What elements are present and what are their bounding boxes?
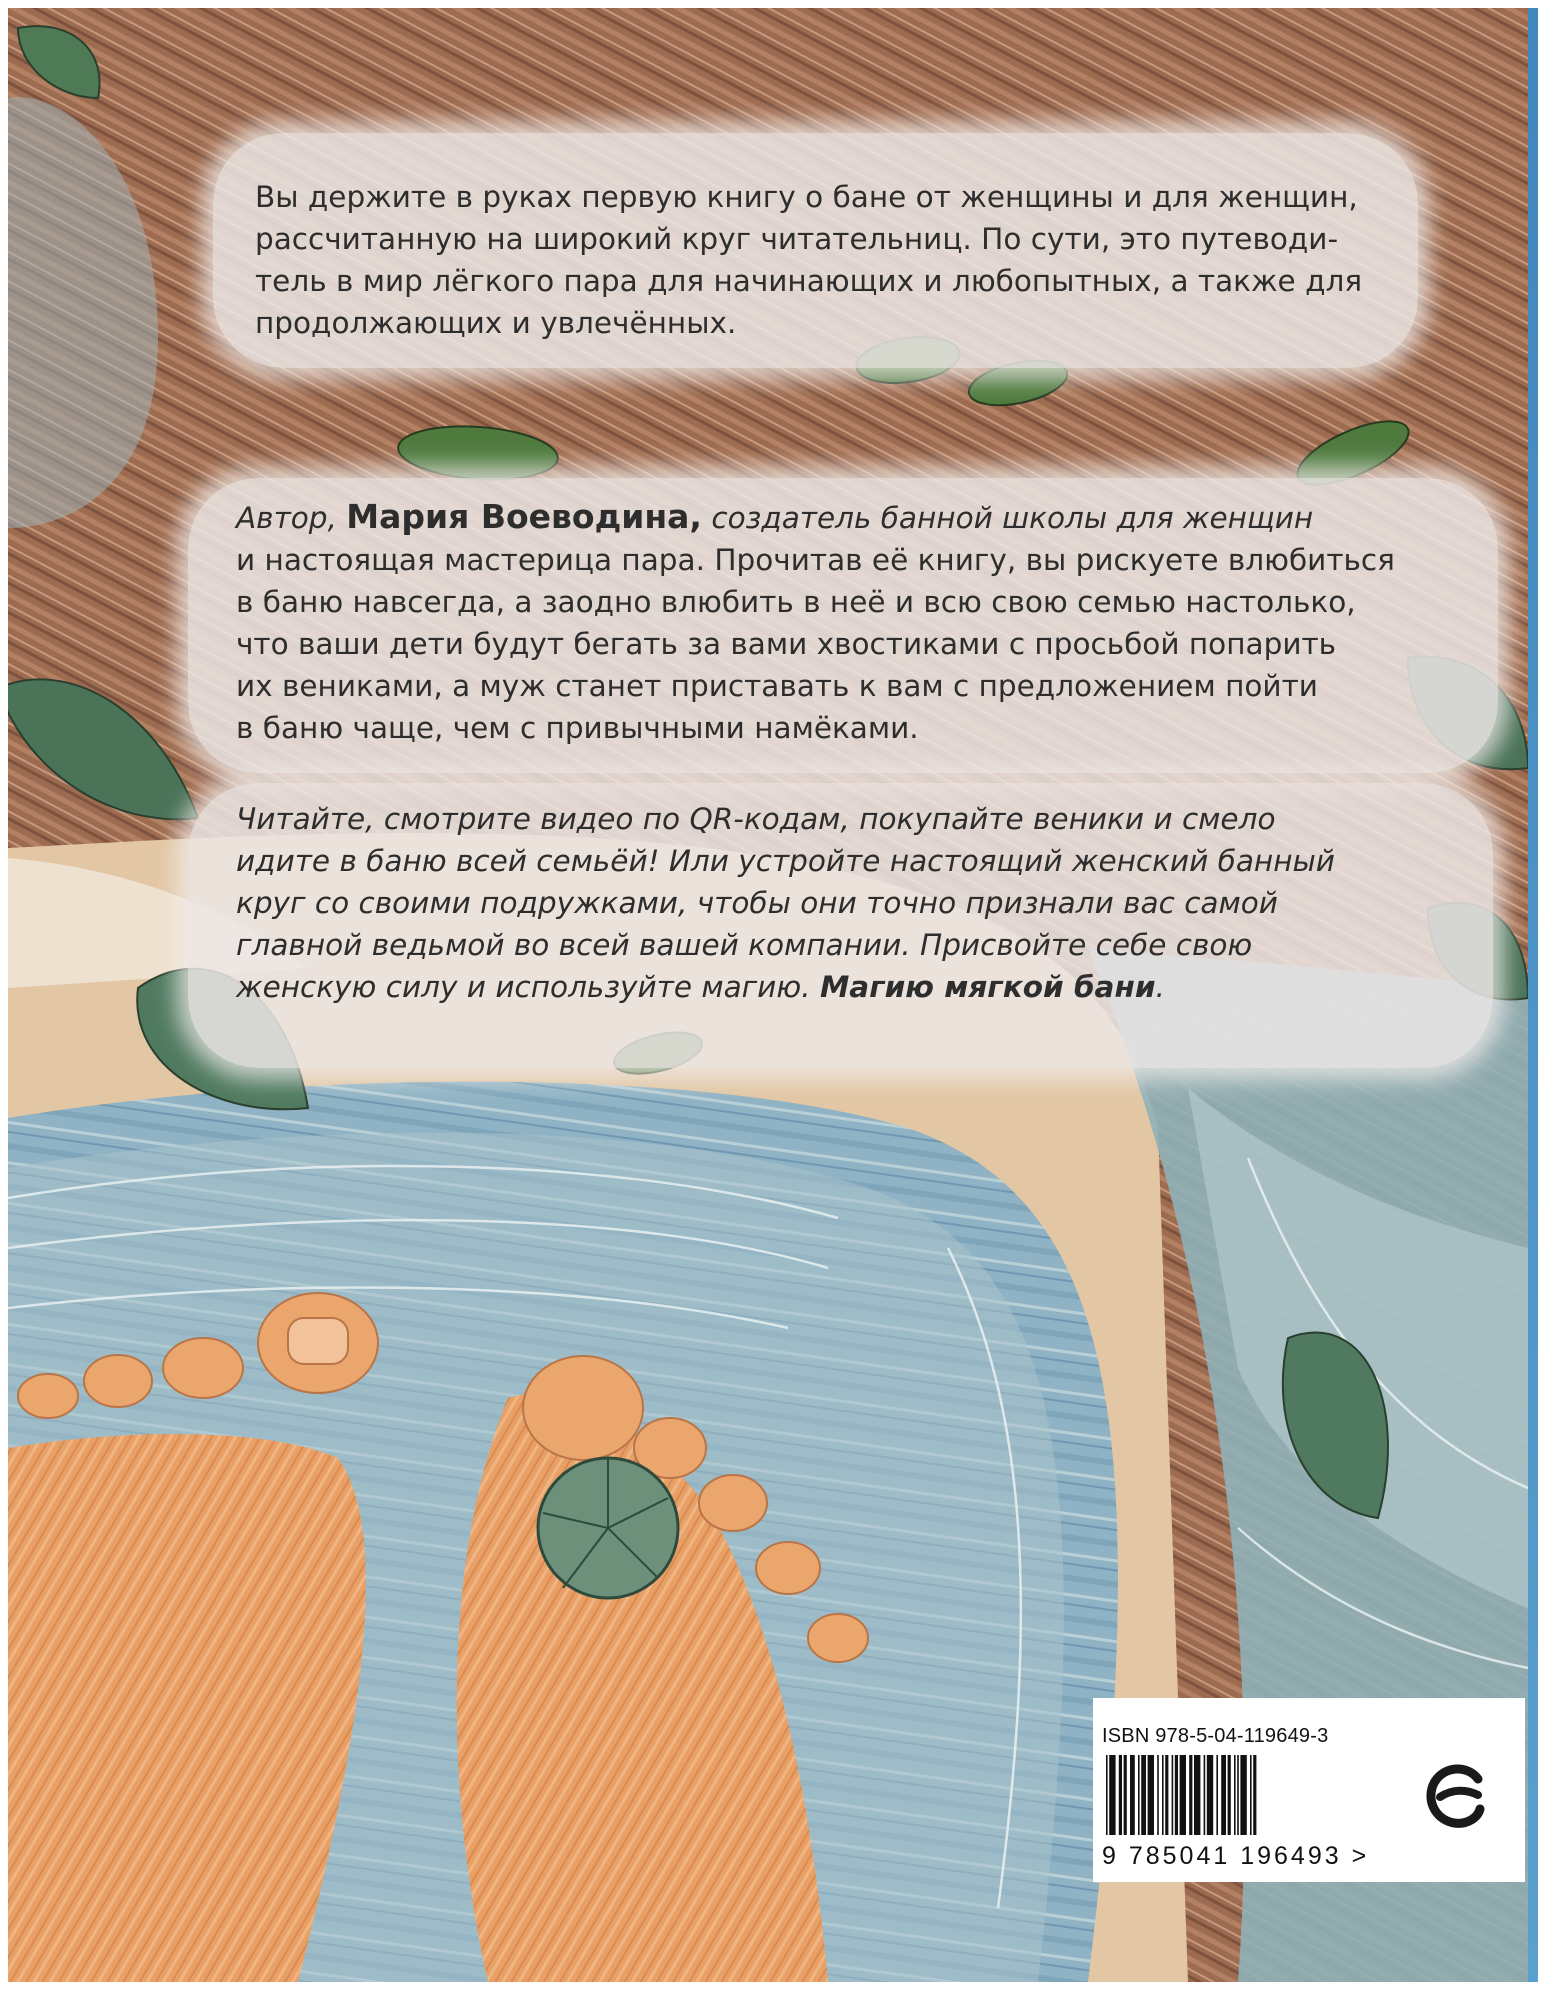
blurb-line: в баню навсегда, а заодно влюбить в неё и всю свою семью настолько, <box>236 585 1356 619</box>
author-lead: Автор, <box>236 501 337 535</box>
barcode <box>1102 1755 1397 1840</box>
barcode-bar <box>1172 1755 1174 1835</box>
blurb-line: тель в мир лёгкого пара для начинающих и любопытных, а также для <box>255 264 1363 298</box>
blurb-line: идите в баню всей семьёй! Или устройте настоящий женский банный <box>236 844 1335 878</box>
barcode-bar <box>1119 1755 1122 1835</box>
blurb-line: главной ведьмой во всей вашей компании. Присвойте себе свою <box>236 928 1253 962</box>
book-back-cover <box>8 8 1528 1982</box>
barcode-bar <box>1237 1755 1239 1835</box>
barcode-bar <box>1141 1755 1146 1835</box>
barcode-bar <box>1250 1755 1252 1835</box>
barcode-bar <box>1204 1755 1206 1835</box>
blurb-line: и настоящая мастерица пара. Прочитав её книгу, вы рискуете влюбиться <box>236 543 1395 577</box>
blurb-line: женскую силу и используйте магию. <box>236 970 811 1004</box>
barcode-bar <box>1124 1755 1127 1835</box>
blurb-line: продолжающих и увлечённых. <box>255 306 737 340</box>
barcode-bar <box>1175 1755 1178 1835</box>
barcode-bar <box>1106 1755 1108 1835</box>
barcode-bar <box>1228 1755 1231 1835</box>
blurb-line: что ваши дети будут бегать за вами хвостиками с просьбой попарить <box>236 627 1337 661</box>
blurb-paragraph-1 <box>255 176 1362 344</box>
spine-edge <box>1528 8 1538 1982</box>
barcode-bar <box>1253 1755 1256 1835</box>
barcode-bar <box>1180 1755 1186 1835</box>
blurb-line: круг со своими подружками, чтобы они точно признали вас самой <box>236 886 1278 920</box>
barcode-bar <box>1221 1755 1226 1835</box>
blurb-line: в баню чаще, чем с привычными намёками. <box>236 711 919 745</box>
barcode-bar <box>1240 1755 1246 1835</box>
barcode-bar <box>1162 1755 1164 1835</box>
barcode-bar <box>1165 1755 1168 1835</box>
barcode-bar <box>1138 1755 1140 1835</box>
blurb-line: Читайте, смотрите видео по QR-кодам, покупайте веники и смело <box>236 802 1276 836</box>
barcode-bar <box>1189 1755 1192 1835</box>
blurb-paragraph-2 <box>236 496 1395 749</box>
blurb-line: Вы держите в руках первую книгу о бане от женщины и для женщин, <box>255 180 1358 214</box>
barcode-bar <box>1234 1755 1236 1835</box>
barcode-bar <box>1109 1755 1115 1835</box>
blurb-line: рассчитанную на широкий круг читательниц. По сути, это путеводи- <box>255 222 1339 256</box>
blurb-line: их вениками, а муж станет приставать к вам с предложением пойти <box>236 669 1318 703</box>
isbn-label: ISBN 978-5-04-119649-3 <box>1102 1725 1329 1747</box>
barcode-bar <box>1148 1755 1154 1835</box>
blurb-paragraph-3: Читайте, смотрите видео по QR-кодам, покупайте веники и смело идите в баню всей семьёй! Или устройте настоящий женский банный круг со своими подружками, чтобы они точно признали вас самой главной ведьмой во всей вашей компании. Присвойте себе свою женскую силу и используйте магию. Магию мягкой бани. <box>236 798 1335 1008</box>
author-description: создатель банной школы для женщин <box>711 501 1314 535</box>
barcode-bar <box>1130 1755 1135 1835</box>
barcode-bar <box>1207 1755 1213 1835</box>
barcode-bar <box>1157 1755 1159 1835</box>
publisher-logo-icon <box>1416 1755 1496 1835</box>
barcode-bar <box>1216 1755 1218 1835</box>
barcode-bar <box>1194 1755 1200 1835</box>
closing-phrase: Магию мягкой бани <box>819 970 1156 1004</box>
barcode-digits: 9 785041 196493 > <box>1102 1842 1370 1870</box>
author-name: Мария Воеводина, <box>346 497 702 536</box>
